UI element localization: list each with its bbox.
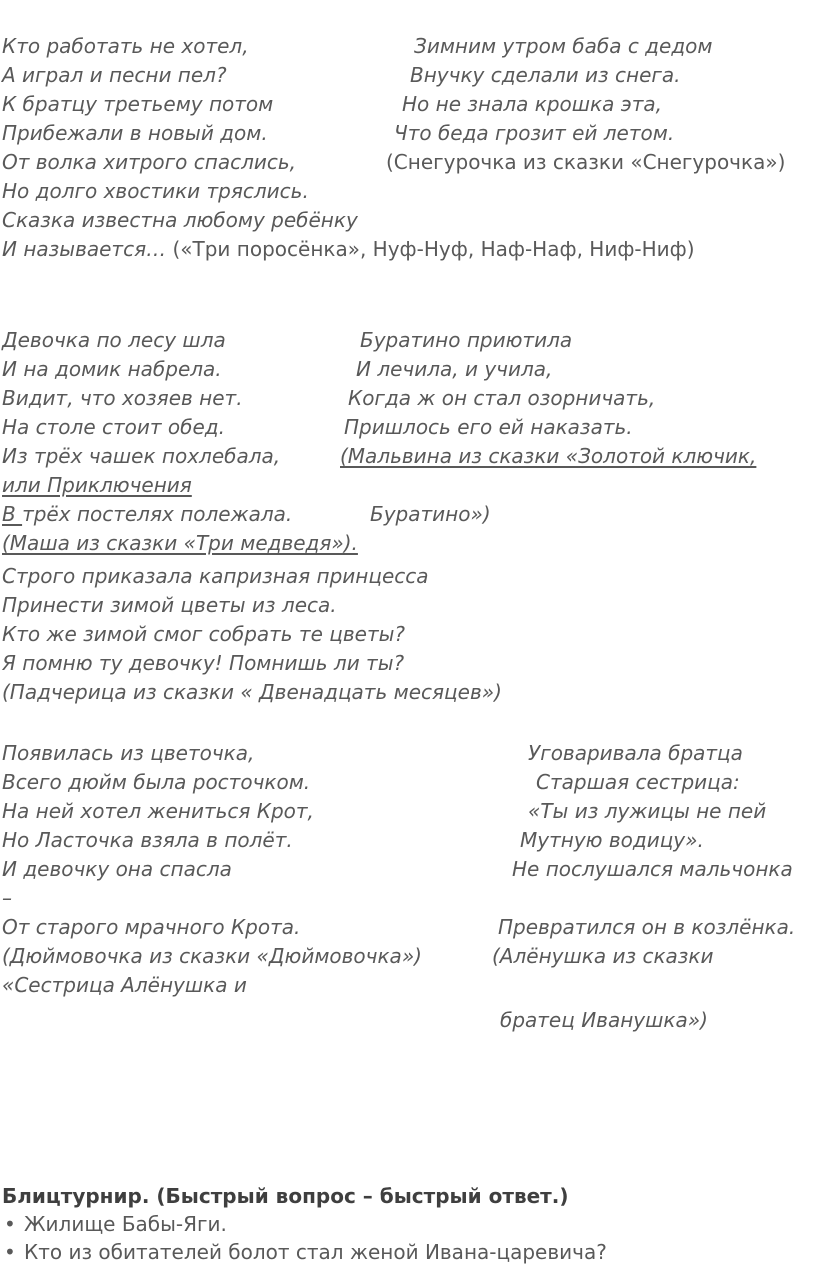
riddle-1-line-8 [2,235,695,263]
blitz-item-2: Кто из обитателей болот стал женой Ивана-царевича? [24,1240,607,1264]
riddle-6-line-6: От старого мрачного Крота. [2,915,301,939]
riddle-6-answer: (Дюймовочка из сказки «Дюймовочка») [2,944,422,968]
bullet-icon: • [4,1212,16,1236]
riddle-1-answer: («Три поросёнка», Нуф-Нуф, Наф-Наф, Ниф-Ниф) [166,237,695,261]
riddle-6-line-2: Всего дюйм была росточком. [2,770,311,794]
riddle-4-line-3: Когда ж он стал озорничать, [348,386,656,410]
riddle-1-prompt: И называется… [2,237,167,261]
riddle-2-line-1: Зимним утром баба с дедом [414,34,713,58]
riddle-1-line-6: Но долго хвостики тряслись. [2,179,309,203]
bullet-icon: • [4,1240,16,1264]
riddle-4-answer-part-1: (Мальвина из сказки «Золотой ключик, [340,444,757,468]
riddle-1-line-5: От волка хитрого спаслись, [2,150,297,174]
riddle-3-line-6-rest: трёх постелях полежала. [22,502,293,526]
blitz-item-1: Жилище Бабы-Яги. [24,1212,227,1236]
riddle-3-line-6 [2,500,292,528]
riddle-2-line-2: Внучку сделали из снега. [410,63,681,87]
riddle-4-answer-part-2: или Приключения [2,473,192,497]
riddle-1-line-4: Прибежали в новый дом. [2,121,268,145]
riddle-7-answer-part-2: «Сестрица Алёнушка и [2,973,247,997]
riddle-1-line-1: Кто работать не хотел, [2,34,249,58]
riddle-7-line-2: Старшая сестрица: [536,770,740,794]
riddle-2-line-4: Что беда грозит ей летом. [394,121,675,145]
riddle-3-line-2: И на домик набрела. [2,357,222,381]
riddle-7-line-4: Мутную водицу». [520,828,704,852]
riddle-3-line-5: Из трёх чашек похлебала, [2,444,281,468]
blitz-heading: Блицтурнир. (Быстрый вопрос – быстрый ответ.) [2,1184,569,1208]
riddle-4-line-2: И лечила, и учила, [356,357,553,381]
riddle-3-line-4: На столе стоит обед. [2,415,225,439]
riddle-7-line-6: Превратился он в козлёнка. [498,915,796,939]
riddle-5-answer: (Падчерица из сказки « Двенадцать месяцев») [2,680,502,704]
riddle-1-line-2: А играл и песни пел? [2,63,227,87]
riddle-1-line-7: Сказка известна любому ребёнку [2,208,358,232]
riddle-2-line-3: Но не знала крошка эта, [402,92,662,116]
riddle-4-line-1: Буратино приютила [360,328,573,352]
riddle-6-dash: – [2,886,12,910]
riddle-3-line-3: Видит, что хозяев нет. [2,386,243,410]
riddle-5-line-3: Кто же зимой смог собрать те цветы? [2,622,406,646]
list-item [4,1238,607,1266]
riddle-4-line-4: Пришлось его ей наказать. [344,415,633,439]
riddle-6-line-5: И девочку она спасла [2,857,232,881]
riddle-4-answer-part-3: Буратино») [370,502,491,526]
riddle-1-line-3: К братцу третьему потом [2,92,274,116]
riddle-7-answer-part-3: братец Иванушка») [500,1008,708,1032]
riddle-3-line-6-start: В [2,502,23,526]
riddle-5-line-1: Строго приказала капризная принцесса [2,564,429,588]
riddle-5-line-4: Я помню ту девочку! Помнишь ли ты? [2,651,405,675]
list-item [4,1210,227,1238]
riddle-3-answer: (Маша из сказки «Три медведя»). [2,531,358,555]
riddle-7-answer-part-1: (Алёнушка из сказки [492,944,714,968]
riddle-6-line-4: Но Ласточка взяла в полёт. [2,828,293,852]
riddle-2-answer: (Снегурочка из сказки «Снегурочка») [386,150,786,174]
riddle-7-line-1: Уговаривала братца [528,741,743,765]
riddle-7-line-5: Не послушался мальчонка [512,857,793,881]
riddle-5-line-2: Принести зимой цветы из леса. [2,593,337,617]
riddle-6-line-1: Появилась из цветочка, [2,741,255,765]
riddle-3-line-1: Девочка по лесу шла [2,328,226,352]
riddle-6-line-3: На ней хотел жениться Крот, [2,799,314,823]
riddle-7-line-3: «Ты из лужицы не пей [528,799,767,823]
